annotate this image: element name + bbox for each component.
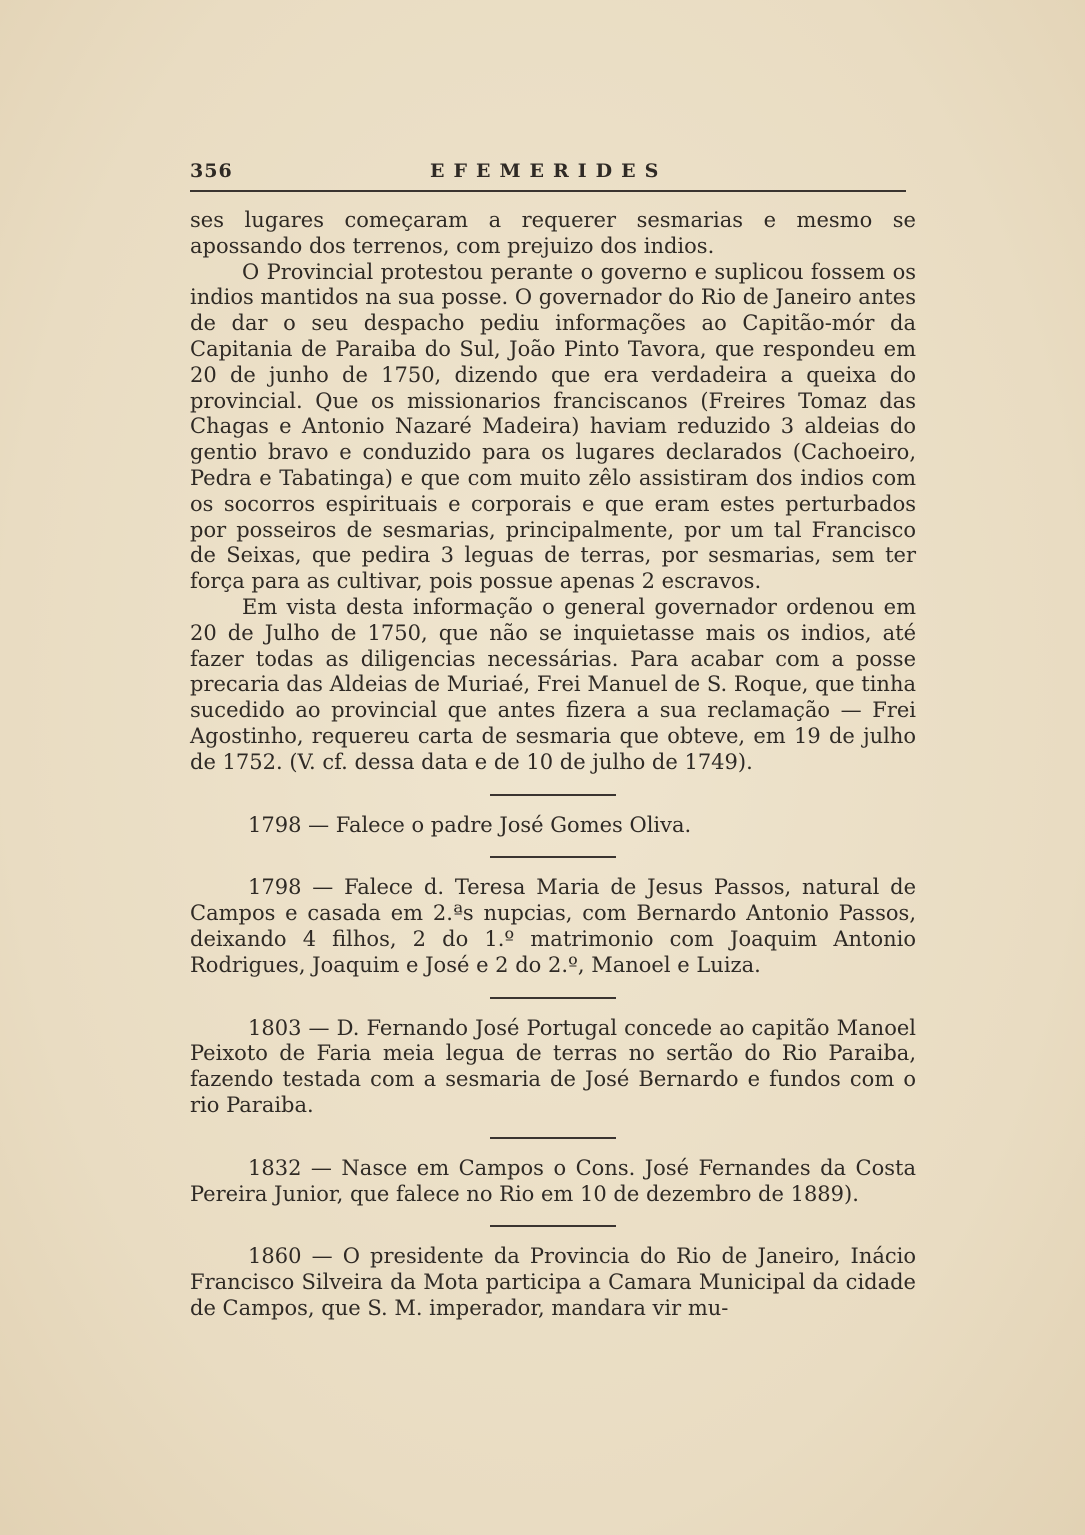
paragraph: ses lugares começaram a requerer sesmarias e mesmo se apossando dos terrenos, com prejuizo dos indios. [190, 208, 916, 258]
paragraph: Em vista desta informação o general governador ordenou em 20 de Julho de 1750, que não se inquietasse mais os indios, até fazer todas as diligencias necessárias. Para acabar com a posse precaria das Aldeias de Muriaé, Frei Manuel de S. Roque, que tinha sucedido ao provincial que antes fizera a sua reclamação — Frei Agostinho, requereu carta de sesmaria que obteve, em 19 de julho de 1752. (V. cf. dessa data e de 10 de julho de 1749). [190, 594, 916, 774]
running-title: EFEMERIDES [430, 160, 668, 182]
entry-1798-gomes-oliva: 1798 — Falece o padre José Gomes Oliva. [248, 812, 692, 837]
separator-rule [490, 794, 616, 796]
separator-rule [490, 997, 616, 999]
separator-rule [490, 1225, 616, 1227]
entry-1803-fernando-portugal: 1803 — D. Fernando José Portugal concede ao capitão Manoel Peixoto de Faria meia legua de terras no sertão do Rio Paraiba, fazendo testada com a sesmaria de José Bernardo e fundos com o rio Paraiba. [190, 1015, 916, 1117]
separator-rule [490, 856, 616, 858]
separator-rule [490, 1137, 616, 1139]
entry-1832-fernandes-costa: 1832 — Nasce em Campos o Cons. José Fernandes da Costa Pereira Junior, que falece no Rio em 10 de dezembro de 1889). [190, 1155, 916, 1206]
page-content [190, 208, 916, 1322]
paragraph: O Provincial protestou perante o governo e suplicou fossem os indios mantidos na sua posse. O governador do Rio de Janeiro antes de dar o seu despacho pediu informações ao Capitão-mór da Capitania de Paraiba do Sul, João Pinto Tavora, que respondeu em 20 de junho de 1750, dizendo que era verdadeira a queixa do provincial. Que os missionarios franciscanos (Freires Tomaz das Chagas e Antonio Nazaré Madeira) haviam reduzido 3 aldeias do gentio bravo e conduzido para os lugares declarados (Cachoeiro, Pedra e Tabatinga) e que com muito zêlo assistiram dos indios com os socorros espirituais e corporais e que eram estes perturbados por posseiros de sesmarias, principalmente, por um tal Francisco de Seixas, que pedira 3 leguas de terras, por sesmarias, sem ter força para as cultivar, pois possue apenas 2 escravos. [190, 259, 916, 594]
page-header [190, 160, 906, 192]
page-number: 356 [190, 160, 233, 182]
entry-1798-teresa-passos: 1798 — Falece d. Teresa Maria de Jesus Passos, natural de Campos e casada em 2.ªs nupcias, com Bernardo Antonio Passos, deixando 4 filhos, 2 do 1.º matrimonio com Joaquim Antonio Rodrigues, Joaquim e José e 2 do 2.º, Manoel e Luiza. [190, 875, 916, 977]
entry-1860-presidente-provincia: 1860 — O presidente da Provincia do Rio de Janeiro, Inácio Francisco Silveira da Mota participa a Camara Municipal da cidade de Campos, que S. M. imperador, mandara vir mu- [190, 1244, 916, 1320]
